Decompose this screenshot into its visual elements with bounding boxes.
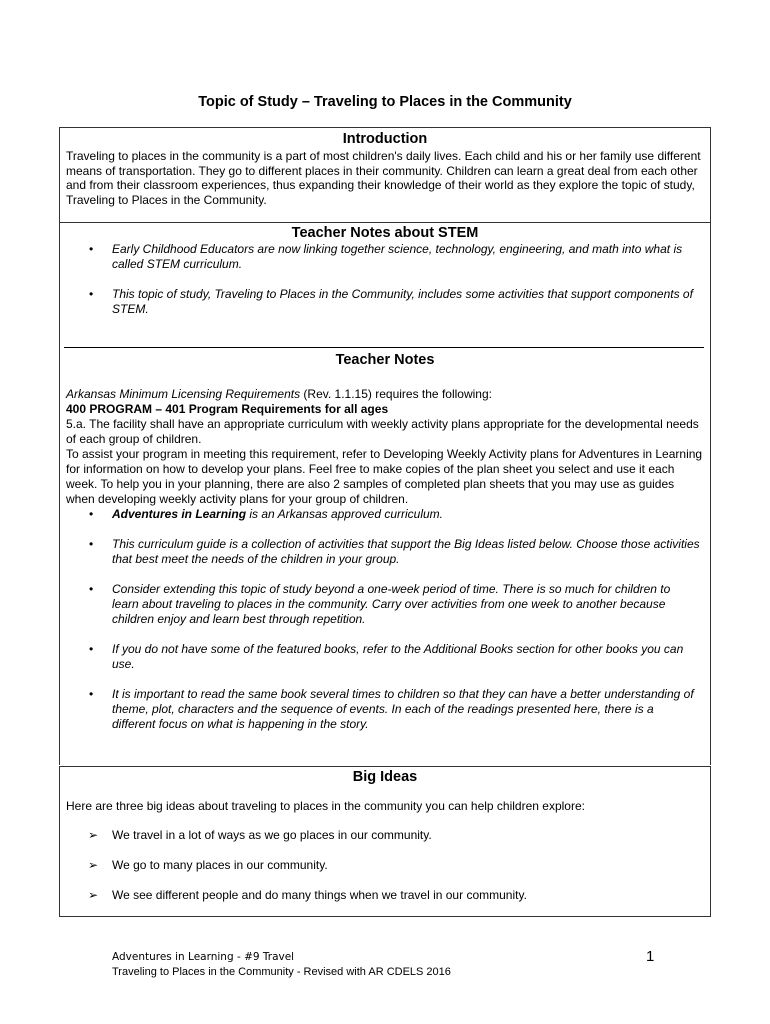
bullet-icon: • — [89, 687, 94, 701]
page-footer — [112, 950, 451, 980]
teacher-notes-heading: Teacher Notes — [335, 352, 435, 368]
list-item: • It is important to read the same book several times to children so that they can have a better understanding of theme, plot, characters and the sequence of events. In each of the readings presented here, there is a different focus on what is happening in the story. — [89, 687, 694, 731]
big-ideas-list — [60, 828, 710, 903]
big-ideas-heading: Big Ideas — [352, 769, 418, 785]
list-item: • Consider extending this topic of study beyond a one-week period of time. There is so much for children to learn about traveling to places in the community. Carry over activities from one week to another because children enjoy and learn best through repetition. — [89, 582, 671, 626]
assist-program-text: To assist your program in meeting this requirement, refer to Developing Weekly Activity plans for Adventures in Learning for information on how to develop your plans. Feel free to make copies of the plan sheet you select and use it each week. To help you in your planning, there are also 2 samples of completed plan sheets that you may use as guides when developing weekly activity plans for your group of children. — [66, 447, 703, 506]
bullet-icon: • — [89, 642, 94, 656]
list-item: ➢ We see different people and do many things when we travel in our community. — [88, 888, 527, 902]
list-item: • Adventures in Learning is an Arkansas approved curriculum. — [89, 507, 444, 521]
introduction-section — [59, 127, 711, 223]
stem-bullet-list — [60, 242, 710, 317]
arrow-bullet-icon: ➢ — [88, 828, 99, 842]
arrow-bullet-icon: ➢ — [88, 888, 99, 902]
footer-title-line: Traveling to Places in the Community - Revised with AR CDELS 2016 — [112, 966, 451, 978]
list-item: • This topic of study, Traveling to Places in the Community, includes some activities that support components of STEM. — [89, 287, 693, 316]
footer-series-line: Adventures in Learning - #9 Travel — [112, 951, 295, 963]
stem-heading: Teacher Notes about STEM — [291, 225, 479, 241]
introduction-heading: Introduction — [342, 131, 428, 147]
list-item: ➢ We go to many places in our community. — [88, 858, 328, 872]
program-requirements-line: 400 PROGRAM – 401 Program Requirements for all ages — [66, 402, 389, 416]
divider-line — [64, 347, 704, 348]
bullet-icon: • — [89, 507, 94, 521]
list-item: • If you do not have some of the featured books, refer to the Additional Books section for other books you can use. — [89, 642, 684, 671]
teacher-notes-bullet-list — [60, 507, 710, 732]
licensing-requirements-line: Arkansas Minimum Licensing Requirements (Rev. 1.1.15) requires the following: — [66, 387, 492, 401]
big-ideas-section — [59, 766, 711, 917]
bullet-icon: • — [89, 242, 94, 256]
teacher-notes-section — [59, 222, 711, 765]
document-title: Topic of Study – Traveling to Places in the Community — [198, 94, 572, 110]
facility-requirement-text: 5.a. The facility shall have an appropriate curriculum with weekly activity plans appropriate for the developmental needs of each group of children. — [66, 417, 699, 446]
bullet-icon: • — [89, 582, 94, 596]
teacher-notes-body — [60, 387, 710, 732]
arrow-bullet-icon: ➢ — [88, 858, 99, 872]
list-item: • Early Childhood Educators are now linking together science, technology, engineering, and math into what is called STEM curriculum. — [89, 242, 683, 271]
bullet-icon: • — [89, 287, 94, 301]
list-item: ➢ We travel in a lot of ways as we go places in our community. — [88, 828, 432, 842]
list-item: • This curriculum guide is a collection of activities that support the Big Ideas listed below. Choose those activities that best meet the needs of the children in your group. — [89, 537, 700, 566]
big-ideas-intro: Here are three big ideas about traveling to places in the community you can help children explore: — [66, 799, 585, 813]
bullet-icon: • — [89, 537, 94, 551]
page-number: 1 — [646, 948, 655, 965]
introduction-text: Traveling to places in the community is a part of most children's daily lives. Each child and his or her family use different means of transportation. They go to different places in their community. Children can learn a great deal from each other and from their classroom experiences, thus expanding their knowledge of their world as they explore the topic of study, Traveling to Places in the Community. — [66, 149, 701, 207]
